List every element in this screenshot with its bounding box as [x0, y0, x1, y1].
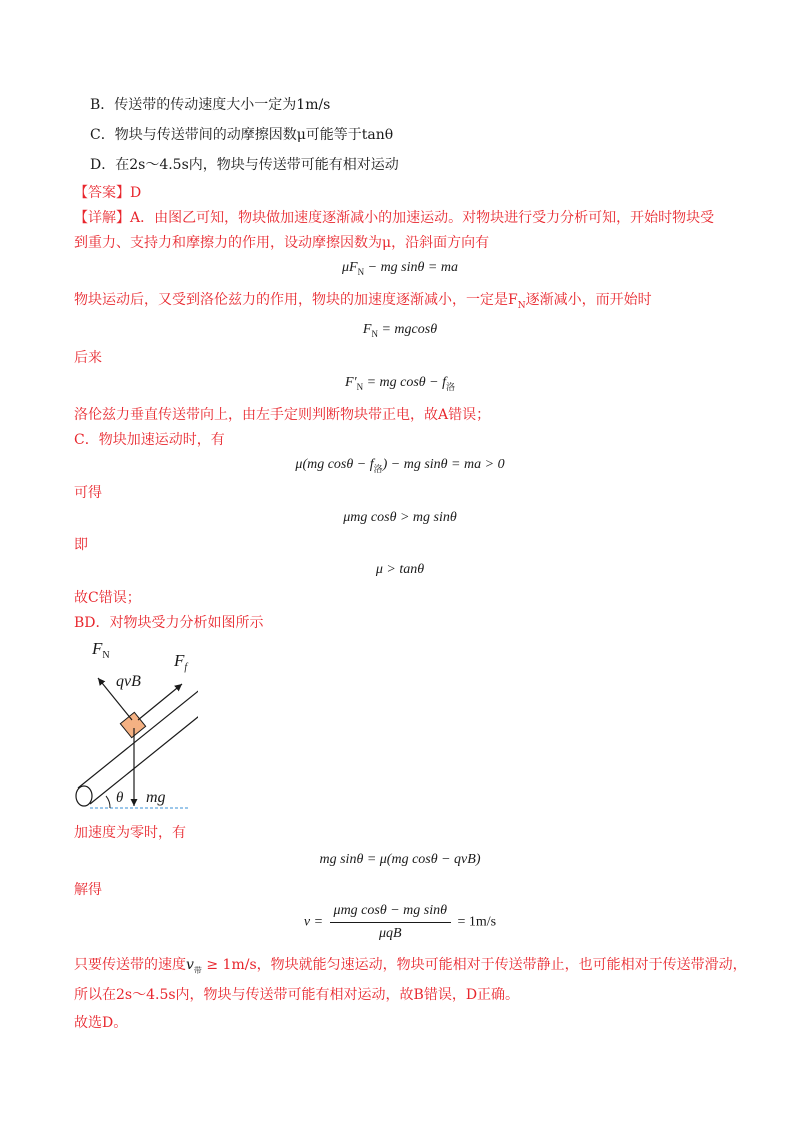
explanation-p8: 即 — [74, 537, 88, 553]
option-c: C．物块与传送带间的动摩擦因数μ可能等于tanθ — [90, 127, 394, 143]
equation-7: mg sinθ = μ(mg cosθ − qvB) — [319, 852, 481, 867]
label-theta: θ — [116, 790, 124, 806]
explanation-p7: 可得 — [74, 485, 102, 501]
friction-force-arrow — [138, 684, 182, 720]
answer-line: 【答案】D — [74, 185, 142, 201]
explanation-p10: BD．对物块受力分析如图所示 — [74, 615, 264, 631]
equation-6: μ > tanθ — [375, 562, 425, 577]
equation-8: v = $\frac{\text{μmg cosθ − mg sinθ}}{\text{μqB}}$ = 1m/s — [303, 903, 497, 941]
equation-1: $\mu F_N$ − mg sinθ = ma — [342, 260, 458, 277]
explanation-p11: 加速度为零时，有 — [74, 825, 186, 841]
fraction: $\frac{\text{μmg cosθ − mg sinθ}}{\text{μqB}}$ — [330, 902, 451, 943]
explanation-p4: 后来 — [74, 350, 102, 366]
explanation-p6: C．物块加速运动时，有 — [74, 432, 225, 448]
explanation-p14: 所以在2s～4.5s内，物块与传送带可能有相对运动，故B错误，D正确。 — [74, 987, 520, 1003]
label-qvb: qvB — [116, 673, 141, 690]
angle-arc — [106, 796, 110, 808]
explanation-p2: 到重力、支持力和摩擦力的作用，设动摩擦因数为μ，沿斜面方向有 — [74, 235, 490, 251]
belt-roller-left — [76, 786, 92, 806]
explanation-p5: 洛伦兹力垂直传送带向上，由左手定则判断物块带正电，故A错误； — [74, 407, 491, 423]
label-ff: $F_f$ — [174, 651, 188, 673]
option-b: B．传送带的传动速度大小一定为1m/s — [90, 97, 331, 113]
explanation-p15: 故选D。 — [74, 1015, 128, 1031]
option-d: D．在2s～4.5s内，物块与传送带可能有相对运动 — [90, 157, 399, 173]
belt-top-edge — [78, 680, 198, 788]
equation-5: μmg cosθ > mg sinθ — [343, 510, 457, 525]
label-mg: mg — [146, 789, 166, 806]
explanation-p9: 故C错误； — [74, 590, 141, 606]
explanation-p13: 只要传送带的速度$v_带 \ge 1m/s$，物块就能匀速运动，物块可能相对于传送带静止，也可能相对于传送带滑动， — [74, 957, 747, 975]
equation-2: $F_N = mgcos\theta$ — [362, 322, 438, 339]
explanation-p3: 物块运动后，又受到洛伦兹力的作用，物块的加速度逐渐减小，一定是$F_N$逐渐减小，而开始时 — [74, 292, 652, 311]
explanation-p12: 解得 — [74, 882, 102, 898]
label-fn: $F_N$ — [92, 639, 110, 661]
force-diagram — [68, 636, 198, 816]
belt-bottom-edge — [90, 696, 198, 804]
equation-4: μ(mg $\cos\theta - f_洛$) − mg sinθ = ma > 0 — [295, 457, 505, 474]
equation-3: $F'_N$ = mg $\cos\theta - f_洛$ — [344, 375, 456, 392]
explanation-p1: 【详解】A．由图乙可知，物块做加速度逐渐减小的加速运动。对物块进行受力分析可知，开始时物块受 — [74, 210, 715, 226]
